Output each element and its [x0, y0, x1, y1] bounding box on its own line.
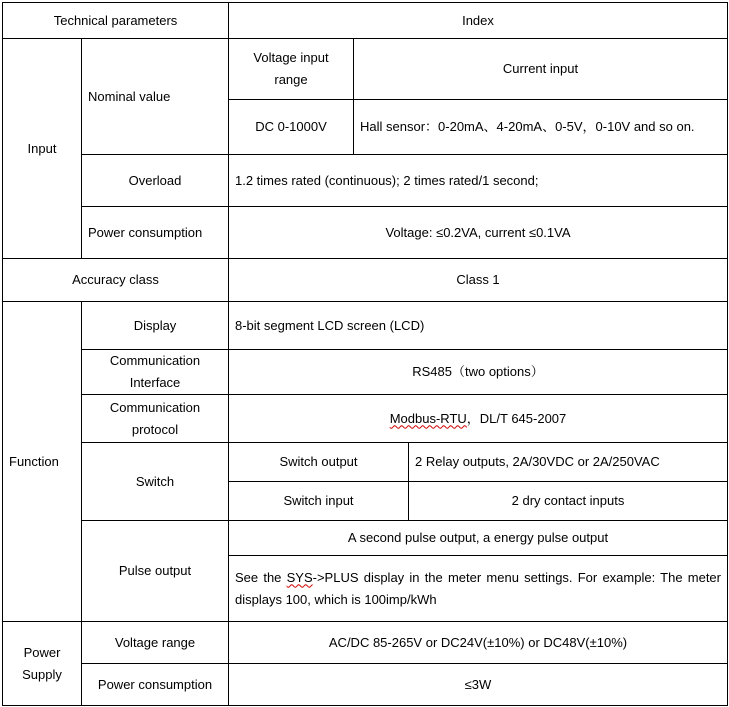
dlt-text: ，DL/T 645-2007	[466, 410, 567, 426]
modbus-text: Modbus-RTU	[389, 410, 467, 426]
sys-text: SYS	[286, 569, 313, 585]
pulse-value2-cell	[229, 556, 728, 622]
overload-label-cell: Overload	[82, 155, 229, 207]
current-value-cell: Hall sensor：0-20mA、4-20mA、0-5V，0-10V and so on.	[354, 100, 728, 155]
comm-protocol-value-cell	[229, 395, 728, 443]
table-row	[3, 622, 728, 664]
current-input-label-cell: Current input	[354, 39, 728, 100]
table-row	[3, 259, 728, 302]
power-value-cell: Voltage: ≤0.2VA, current ≤0.1VA	[229, 207, 728, 259]
spec-table	[2, 2, 728, 706]
switch-label-cell: Switch	[82, 443, 229, 521]
comm-protocol-label-cell: Communication protocol	[82, 395, 229, 443]
pulse-rest-text: ->PLUS display in the meter menu settings. For example: The meter displays 100, which is 100imp/kWh	[235, 569, 721, 607]
input-group-cell: Input	[3, 39, 82, 259]
table-row	[3, 39, 728, 100]
power-supply-group-cell: Power Supply	[3, 622, 82, 706]
table-row	[3, 443, 728, 482]
pulse-label-cell: Pulse output	[82, 521, 229, 622]
function-group-cell: Function	[3, 302, 82, 622]
switch-output-label-cell: Switch output	[229, 443, 409, 482]
switch-output-value-cell: 2 Relay outputs, 2A/30VDC or 2A/250VAC	[409, 443, 728, 482]
switch-input-value-cell: 2 dry contact inputs	[409, 482, 728, 521]
ps-consumption-value-cell: ≤3W	[229, 664, 728, 706]
pulse-value1-cell: A second pulse output, a energy pulse output	[229, 521, 728, 556]
table-row	[3, 155, 728, 207]
ps-voltage-value-cell: AC/DC 85-265V or DC24V(±10%) or DC48V(±10%)	[229, 622, 728, 664]
display-label-cell: Display	[82, 302, 229, 350]
voltage-value-cell: DC 0-1000V	[229, 100, 354, 155]
display-value-cell: 8-bit segment LCD screen (LCD)	[229, 302, 728, 350]
header-row	[3, 3, 728, 39]
comm-interface-label-cell: Communication Interface	[82, 350, 229, 395]
accuracy-label-cell: Accuracy class	[3, 259, 229, 302]
ps-consumption-label-cell: Power consumption	[82, 664, 229, 706]
overload-value-cell: 1.2 times rated (continuous); 2 times rated/1 second;	[229, 155, 728, 207]
table-row	[3, 521, 728, 556]
table-row	[3, 207, 728, 259]
voltage-range-label-cell: Voltage input range	[229, 39, 354, 100]
switch-input-label-cell: Switch input	[229, 482, 409, 521]
ps-voltage-label-cell: Voltage range	[82, 622, 229, 664]
accuracy-value-cell: Class 1	[229, 259, 728, 302]
table-row	[3, 664, 728, 706]
nominal-label-cell: Nominal value	[82, 39, 229, 155]
header-index-cell: Index	[229, 3, 728, 39]
table-row	[3, 350, 728, 395]
pulse-see-text: See the	[235, 569, 287, 585]
power-label-cell: Power consumption	[82, 207, 229, 259]
table-row	[3, 395, 728, 443]
table-row	[3, 302, 728, 350]
header-param-cell: Technical parameters	[3, 3, 229, 39]
comm-interface-value-cell: RS485（two options）	[229, 350, 728, 395]
